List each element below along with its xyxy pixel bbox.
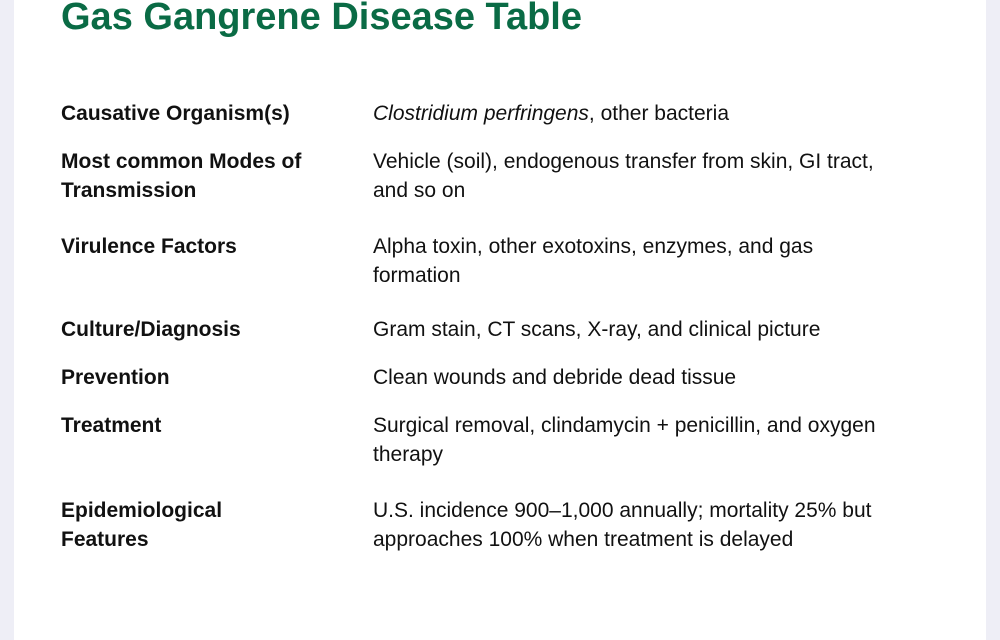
page-title: Gas Gangrene Disease Table bbox=[61, 0, 582, 38]
row-label: Epidemiological Features bbox=[61, 499, 223, 551]
row-value: Surgical removal, clindamycin + penicillin, and oxygen therapy bbox=[373, 414, 876, 466]
row-label: Causative Organism(s) bbox=[61, 102, 290, 125]
row-value-rest: , other bacteria bbox=[588, 102, 730, 125]
row-value: Gram stain, CT scans, X-ray, and clinical picture bbox=[373, 318, 821, 341]
row-label: Virulence Factors bbox=[61, 235, 237, 258]
row-value: Clean wounds and debride dead tissue bbox=[373, 366, 737, 389]
row-value bbox=[373, 99, 933, 128]
row-value: U.S. incidence 900–1,000 annually; mortality 25% but approaches 100% when treatment is delayed bbox=[373, 499, 872, 551]
row-label: Prevention bbox=[61, 366, 170, 389]
organism-name: Clostridium perfringens bbox=[373, 102, 589, 125]
row-label: Treatment bbox=[61, 414, 162, 437]
row-label: Culture/Diagnosis bbox=[61, 318, 241, 341]
document-page bbox=[14, 0, 986, 640]
row-value: Alpha toxin, other exotoxins, enzymes, and gas formation bbox=[373, 235, 814, 287]
row-value: Vehicle (soil), endogenous transfer from skin, GI tract, and so on bbox=[373, 150, 874, 202]
row-label: Most common Modes of Transmission bbox=[61, 150, 302, 202]
